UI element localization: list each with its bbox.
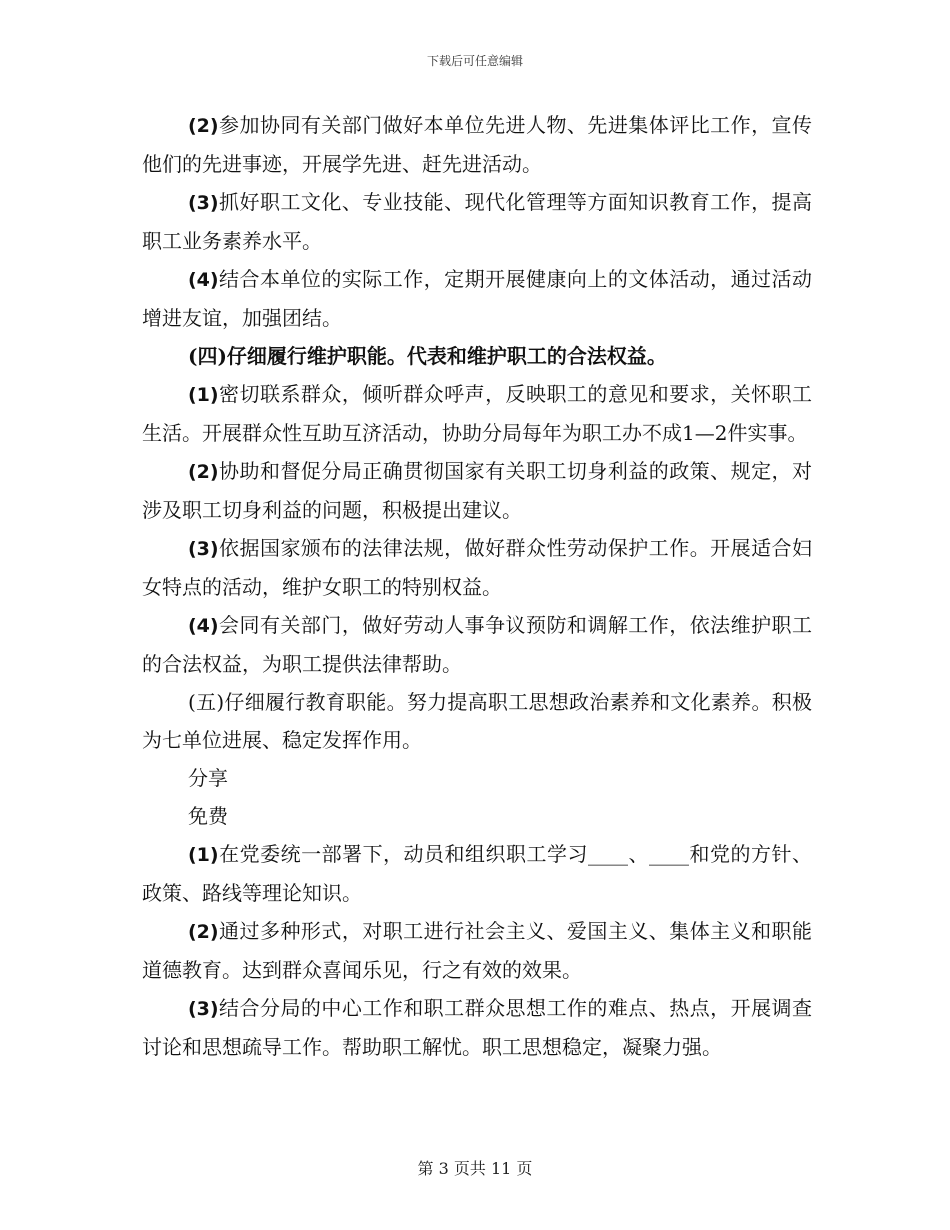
paragraph-3: [142, 260, 812, 337]
item-number: (3): [188, 192, 219, 214]
paragraph-6: [142, 452, 812, 529]
item-number: (1): [188, 844, 219, 866]
section-heading-text: (五)仔细履行教育职能。努力提高职工思想政治素养和文化素养。积极为七单位进展、稳定发挥作用。: [142, 690, 812, 752]
item-number: (4): [188, 615, 219, 637]
paragraph-text: 结合本单位的实际工作，定期开展健康向上的文体活动，通过活动增进友谊，加强团结。: [142, 267, 812, 330]
paragraph-7: [142, 529, 812, 606]
free-label: [142, 797, 812, 835]
paragraph-1: [142, 106, 812, 183]
item-number: (4): [188, 269, 219, 291]
paragraph-text: 结合分局的中心工作和职工群众思想工作的难点、热点，开展调查讨论和思想疏导工作。帮助职工解忧。职工思想稳定，凝聚力强。: [142, 996, 812, 1059]
paragraph-text: 会同有关部门，做好劳动人事争议预防和调解工作，依法维护职工的合法权益，为职工提供法律帮助。: [142, 613, 812, 676]
paragraph-text: 在党委统一部署下，动员和组织职工学习____、____和党的方针、政策、路线等理论知识。: [142, 842, 812, 905]
item-number: (1): [188, 384, 219, 406]
item-number: (2): [188, 115, 219, 137]
document-body: [142, 106, 812, 1066]
item-number: (2): [188, 461, 219, 483]
section-heading-text: (四)仔细履行维护职能。代表和维护职工的合法权益。: [188, 344, 667, 368]
paragraph-8: [142, 606, 812, 683]
page-header-note: 下载后可任意编辑: [426, 54, 523, 68]
paragraph-text: 密切联系群众，倾听群众呼声，反映职工的意见和要求，关怀职工生活。开展群众性互助互济活动，协助分局每年为职工办不成1—2件实事。: [142, 382, 812, 445]
paragraph-12: [142, 835, 812, 912]
share-label: [142, 759, 812, 797]
paragraph-text: 通过多种形式，对职工进行社会主义、爱国主义、集体主义和职能道德教育。达到群众喜闻乐见，行之有效的效果。: [142, 919, 812, 982]
item-number: (2): [188, 921, 219, 943]
section-heading-5: [142, 683, 812, 759]
paragraph-text: 免费: [188, 804, 228, 828]
paragraph-14: [142, 989, 812, 1066]
item-number: (3): [188, 998, 219, 1020]
paragraph-text: 依据国家颁布的法律法规，做好群众性劳动保护工作。开展适合妇女特点的活动，维护女职工的特别权益。: [142, 536, 812, 599]
paragraph-13: [142, 912, 812, 989]
paragraph-2: [142, 183, 812, 260]
item-number: (3): [188, 538, 219, 560]
paragraph-text: 协助和督促分局正确贯彻国家有关职工切身利益的政策、规定，对涉及职工切身利益的问题，积极提出建议。: [142, 459, 812, 522]
section-heading-4: [142, 337, 812, 375]
paragraph-text: 分享: [188, 766, 228, 790]
paragraph-text: 参加协同有关部门做好本单位先进人物、先进集体评比工作，宣传他们的先进事迹，开展学先进、赶先进活动。: [142, 113, 812, 176]
page-number-footer: 第 3 页共 11 页: [417, 1159, 533, 1178]
paragraph-text: 抓好职工文化、专业技能、现代化管理等方面知识教育工作，提高职工业务素养水平。: [142, 190, 812, 253]
paragraph-5: [142, 375, 812, 452]
